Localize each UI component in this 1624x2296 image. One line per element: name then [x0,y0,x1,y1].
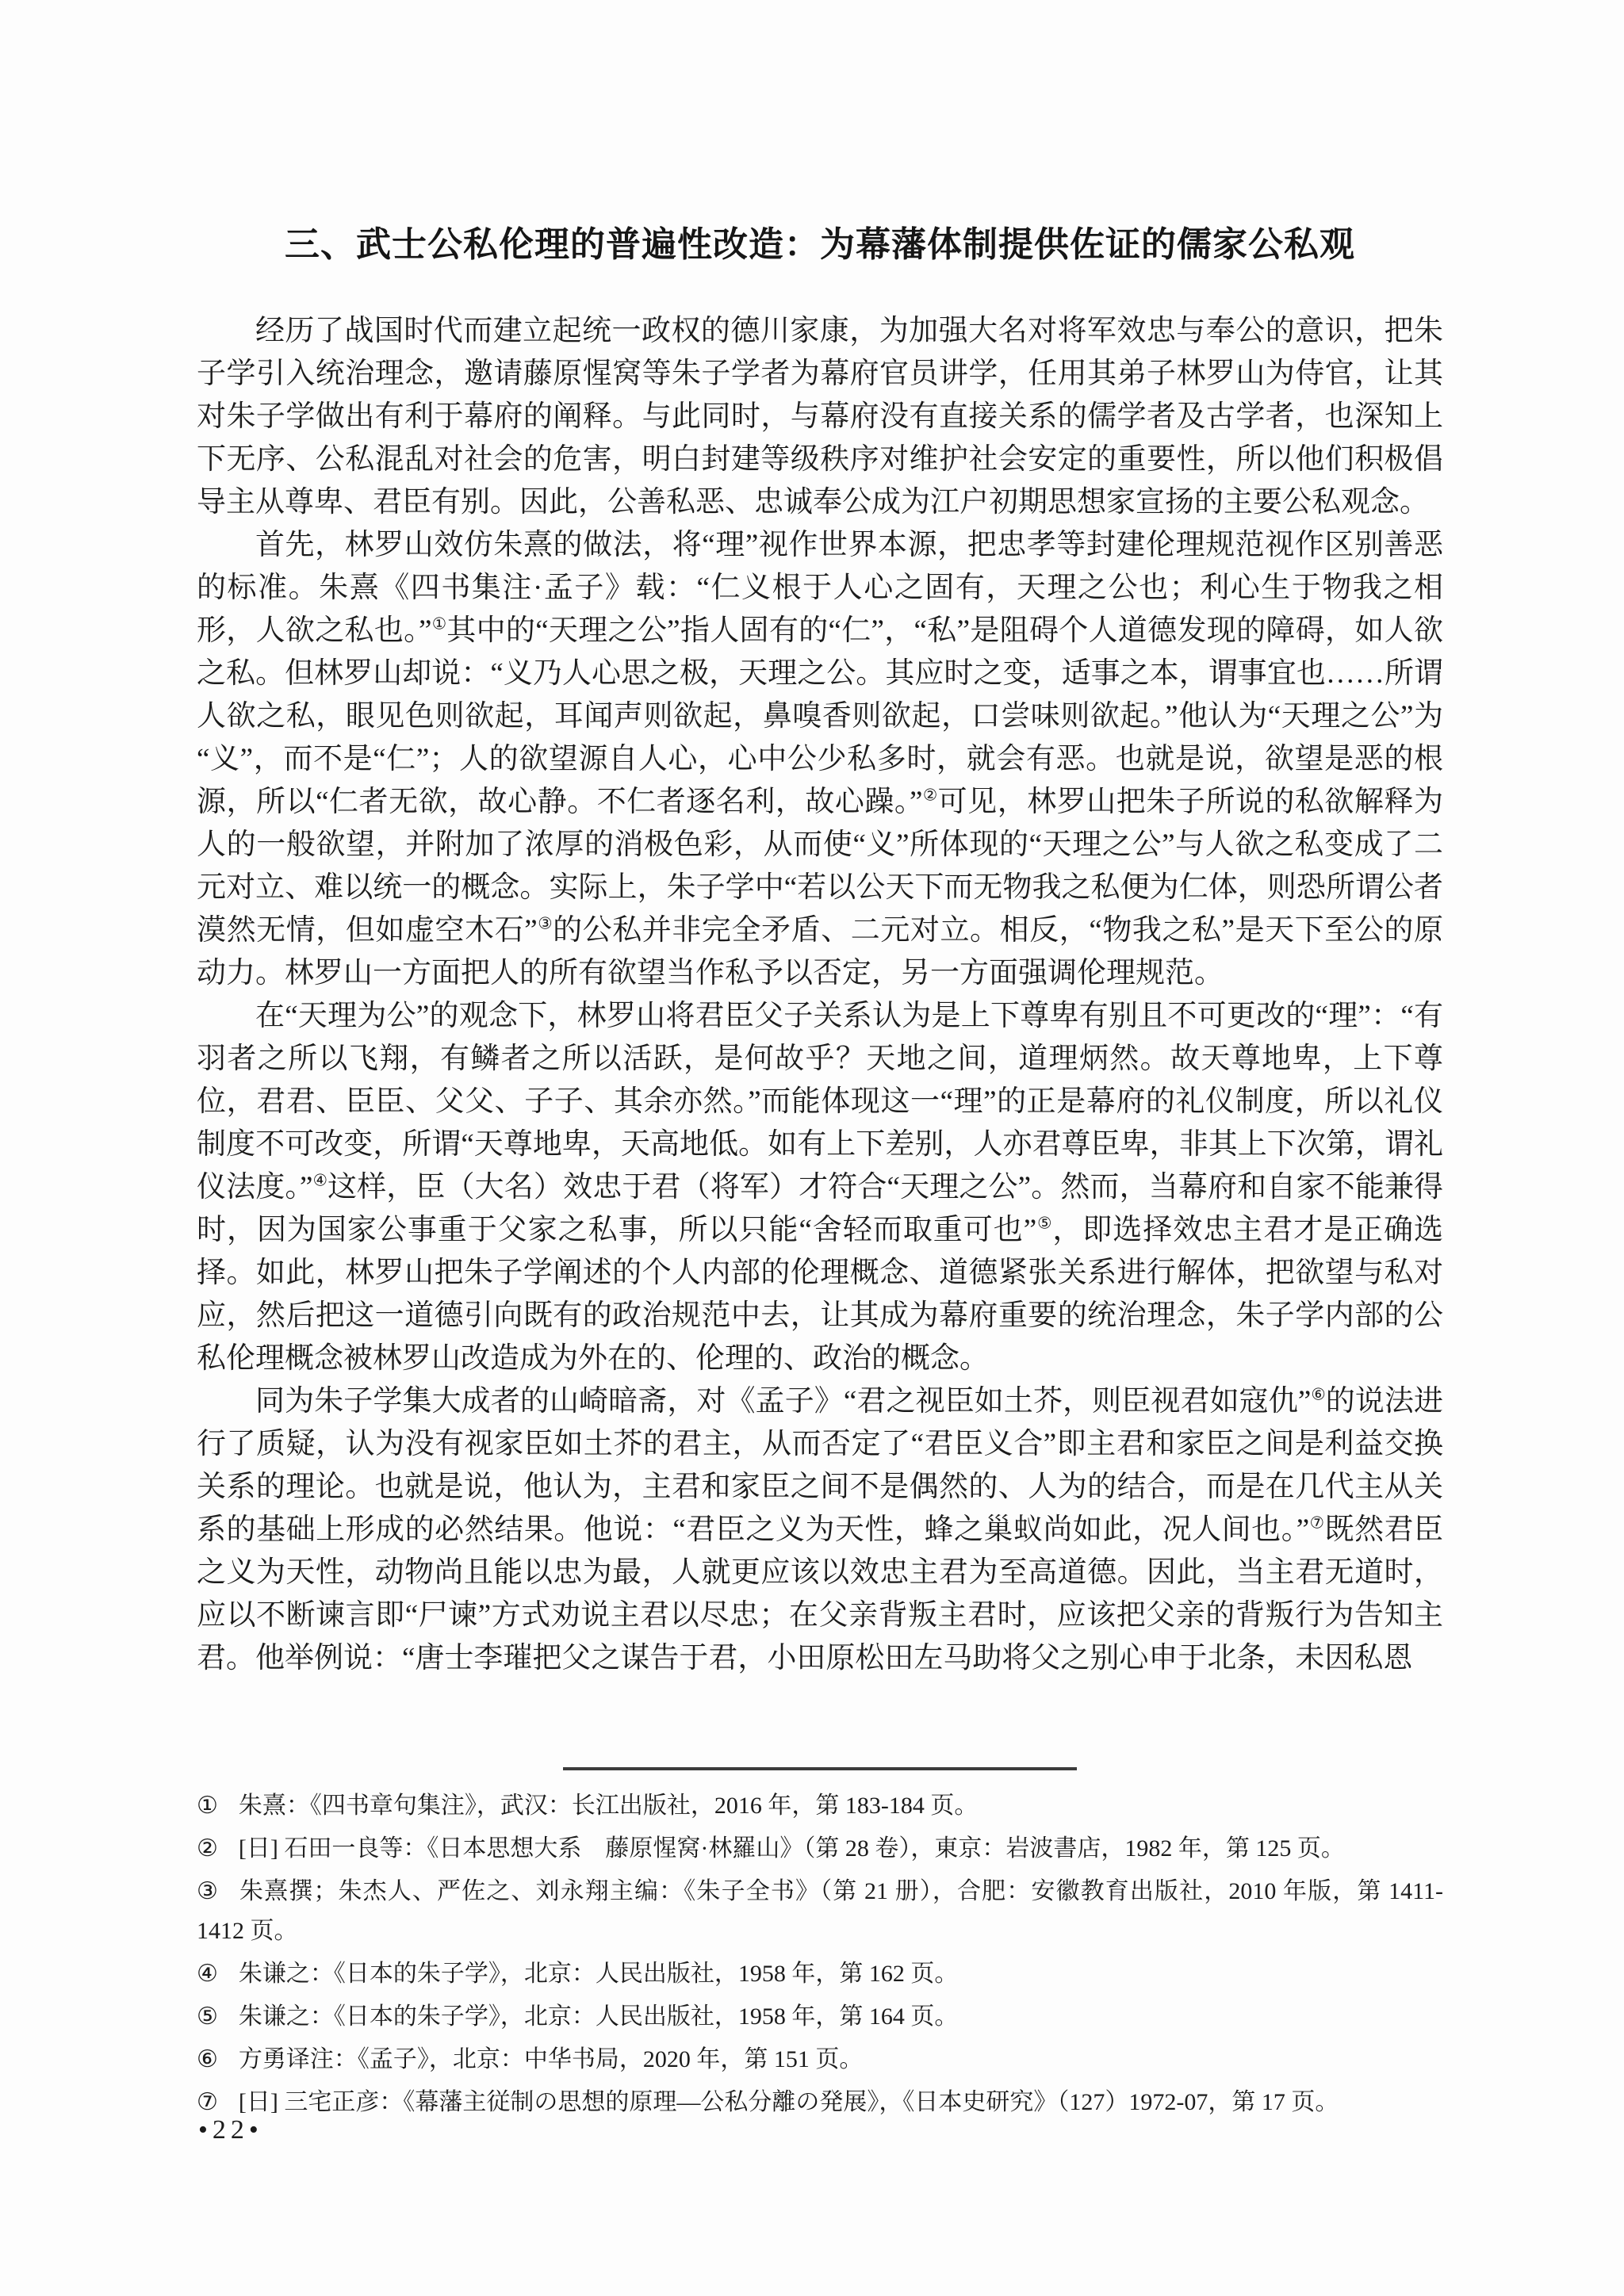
paragraph: 同为朱子学集大成者的山崎暗斋，对《孟子》“君之视臣如土芥，则臣视君如寇仇”⑥的说法进行了质疑，认为没有视家臣如土芥的君主，从而否定了“君臣义合”即主君和家臣之间是利益交换关系的理论。也就是说，他认为，主君和家臣之间不是偶然的、人为的结合，而是在几代主从关系的基础上形成的必然结果。他说：“君臣之义为天性，蜂之巢蚁尚如此，况人间也。”⑦既然君臣之义为天性，动物尚且能以忠为最，人就更应该以效忠主君为至高道德。因此，当主君无道时，应以不断谏言即“尸谏”方式劝说主君以尽忠；在父亲背叛主君时，应该把父亲的背叛行为告知主君。他举例说：“唐士李璀把父之谋告于君，小田原松田左马助将父之别心申于北条，未因私恩 [197,1385,1444,1674]
footnote-ref: ⑦ [1309,1514,1325,1533]
body-text [197,310,1443,1680]
section-heading: 三、武士公私伦理的普遍性改造：为幕藩体制提供佐证的儒家公私观 [285,225,1355,264]
footnote-ref: ① [431,615,447,633]
footnote-text: 方勇译注：《孟子》，北京：中华书局，2020 年，第 151 页。 [238,2046,864,2072]
footnote-text: [日] 三宅正彦：《幕藩主従制の思想的原理—公私分離の発展》，《日本史研究》（127）1972-07，第 17 页。 [238,2089,1339,2115]
footnote-ref: ⑤ [1036,1215,1053,1233]
footnote-marker: ⑦ [197,2089,218,2115]
footnote-item [197,1997,1443,2037]
footnote-item [197,2083,1443,2122]
footnote-item [197,1954,1443,1994]
footnote-text: 朱谦之：《日本的朱子学》，北京：人民出版社，1958 年，第 162 页。 [238,1961,959,1987]
footnote-item [197,1872,1443,1951]
footnote-text: [日] 石田一良等：《日本思想大系 藤原惺窝·林羅山》（第 28 卷），東京：岩波書店，1982 年，第 125 页。 [238,1835,1345,1862]
footnote-marker: ④ [197,1961,218,1987]
footnote-marker: ② [197,1835,218,1862]
footnote-text: 朱熹：《四书章句集注》，武汉：长江出版社，2016 年，第 183-184 页。 [238,1793,979,1819]
footnote-ref: ⑥ [1311,1386,1326,1404]
paragraph: 在“天理为公”的观念下，林罗山将君臣父子关系认为是上下尊卑有别且不可更改的“理”：“有羽者之所以飞翔，有鳞者之所以活跃，是何故乎？天地之间，道理炳然。故天尊地卑，上下尊位，君君、臣臣、父父、子子、其余亦然。”而能体现这一“理”的正是幕府的礼仪制度，所以礼仪制度不可改变，所谓“天尊地卑，天高地低。如有上下差别，人亦君尊臣卑，非其上下次第，谓礼仪法度。”④这样，臣（大名）效忠于君（将军）才符合“天理之公”。然而，当幕府和自家不能兼得时，因为国家公事重于父家之私事，所以只能“舍轻而取重可也”⑤，即选择效忠主君才是正确选择。如此，林罗山把朱子学阐述的个人内部的伦理概念、道德紧张关系进行解体，把欲望与私对应，然后把这一道德引向既有的政治规范中去，让其成为幕府重要的统治理念，朱子学内部的公私伦理概念被林罗山改造成为外在的、伦理的、政治的概念。 [197,1000,1443,1375]
footnote-text: 朱谦之：《日本的朱子学》，北京：人民出版社，1958 年，第 164 页。 [238,2003,959,2030]
paragraph: 首先，林罗山效仿朱熹的做法，将“理”视作世界本源，把忠孝等封建伦理规范视作区别善恶的标准。朱熹《四书集注·孟子》载：“仁义根于人心之固有，天理之公也；利心生于物我之相形，人欲之私也。”①其中的“天理之公”指人固有的“仁”，“私”是阻碍个人道德发现的障碍，如人欲之私。但林罗山却说：“义乃人心思之极，天理之公。其应时之变，适事之本，谓事宜也……所谓人欲之私，眼见色则欲起，耳闻声则欲起，鼻嗅香则欲起，口尝味则欲起。”他认为“天理之公”为“义”，而不是“仁”；人的欲望源自人心，心中公少私多时，就会有恶。也就是说，欲望是恶的根源，所以“仁者无欲，故心静。不仁者逐名利，故心躁。”②可见，林罗山把朱子所说的私欲解释为人的一般欲望，并附加了浓厚的消极色彩，从而使“义”所体现的“天理之公”与人欲之私变成了二元对立、难以统一的概念。实际上，朱子学中“若以公天下而无物我之私便为仁体，则恐所谓公者漠然无情，但如虚空木石”③的公私并非完全矛盾、二元对立。相反，“物我之私”是天下至公的原动力。林罗山一方面把人的所有欲望当作私予以否定，另一方面强调伦理规范。 [197,529,1444,989]
footnote-ref: ③ [537,915,553,933]
footnote-marker: ① [197,1793,218,1819]
page-content [197,0,1443,2126]
footnote-marker: ⑥ [197,2046,218,2072]
page-number: •22• [198,2115,263,2145]
footnote-text: 朱熹撰；朱杰人、严佐之、刘永翔主编：《朱子全书》（第 21 册），合肥：安徽教育出版社，2010 年版，第 1411-1412 页。 [197,1878,1443,1944]
footnote-item [197,1829,1443,1869]
footnote-item [197,2040,1443,2080]
footnote-item [197,1786,1443,1826]
footnote-ref: ② [922,786,938,805]
footnote-ref: ④ [312,1172,327,1190]
footnote-separator [563,1767,1077,1770]
footnote-marker: ⑤ [197,2003,218,2030]
footnote-marker: ③ [197,1878,218,1904]
footnotes [197,1786,1443,2122]
paragraph: 经历了战国时代而建立起统一政权的德川家康，为加强大名对将军效忠与奉公的意识，把朱子学引入统治理念，邀请藤原惺窝等朱子学者为幕府官员讲学，任用其弟子林罗山为侍官，让其对朱子学做出有利于幕府的阐释。与此同时，与幕府没有直接关系的儒学者及古学者，也深知上下无序、公私混乱对社会的危害，明白封建等级秩序对维护社会安定的重要性，所以他们积极倡导主从尊卑、君臣有别。因此，公善私恶、忠诚奉公成为江户初期思想家宣扬的主要公私观念。 [197,315,1443,519]
